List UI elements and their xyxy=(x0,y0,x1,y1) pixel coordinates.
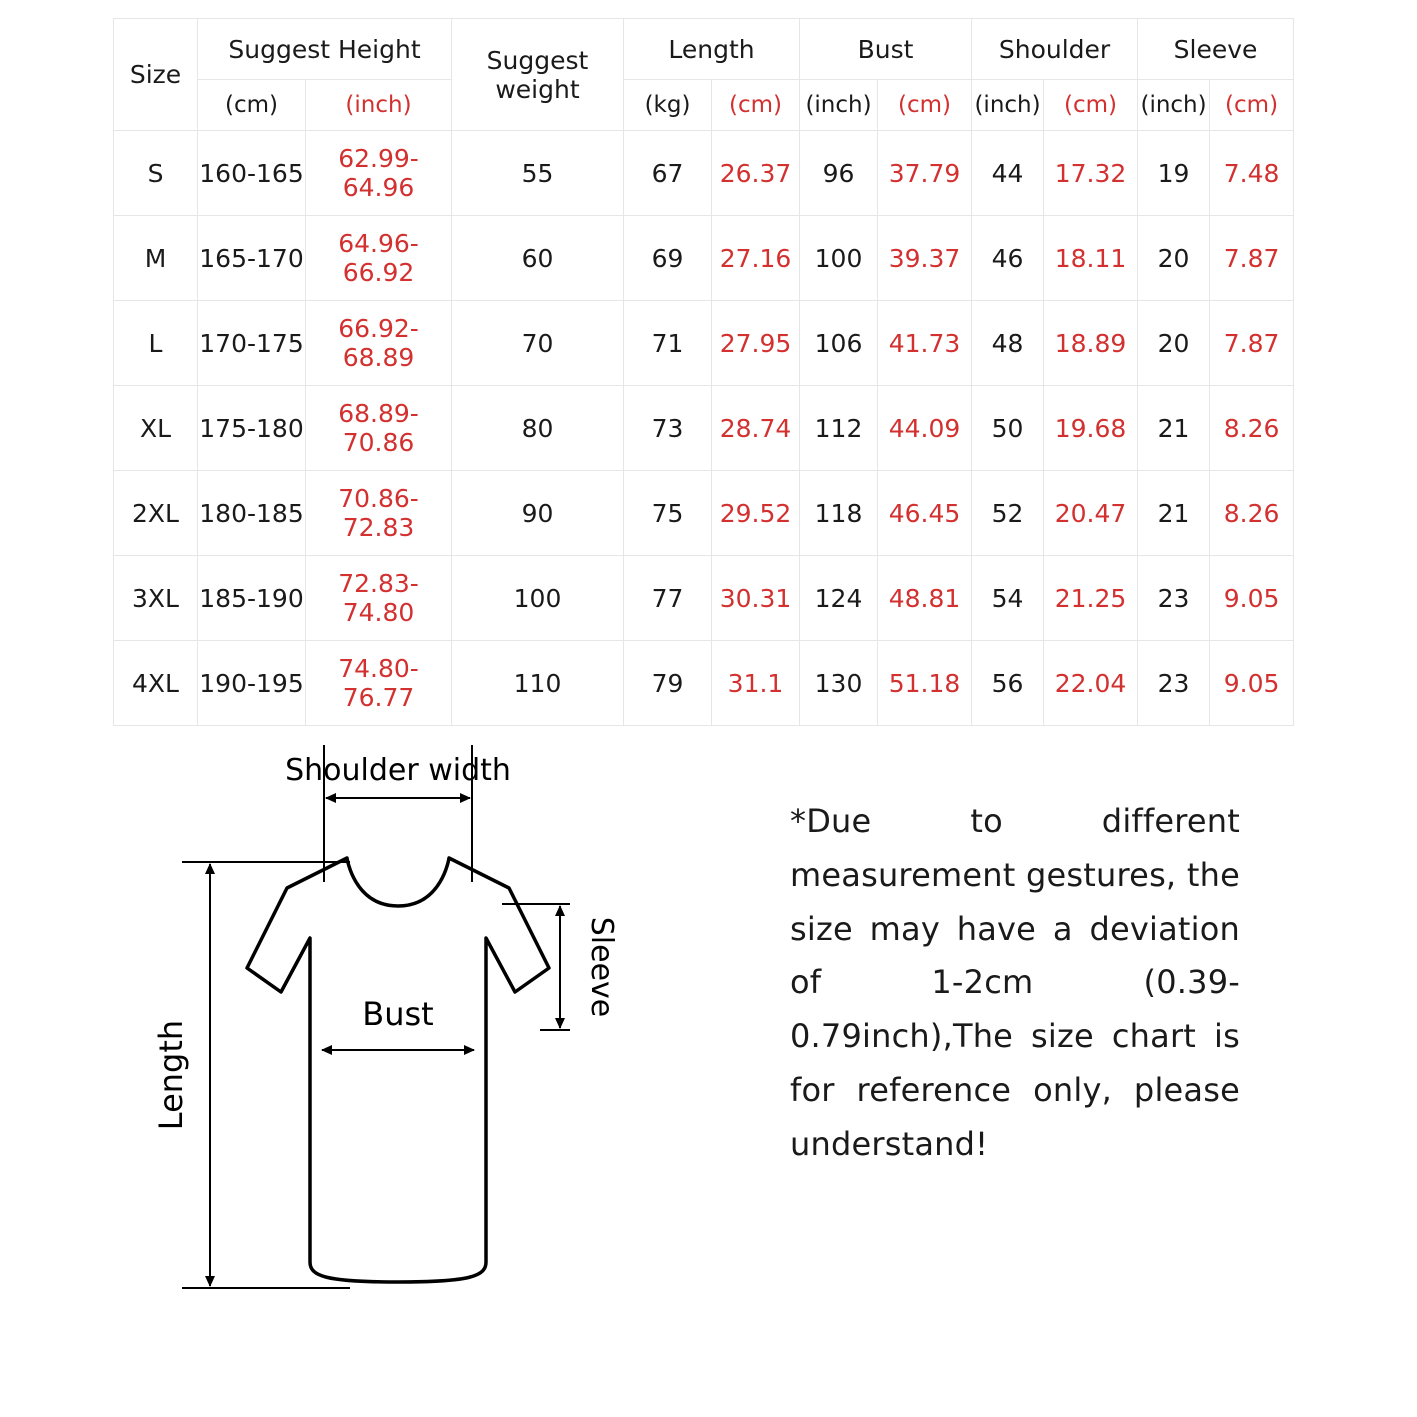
unit-height-inch: (inch) xyxy=(306,80,452,131)
cell-bust-cm: 100 xyxy=(800,216,878,301)
cell-size: M xyxy=(114,216,198,301)
cell-shoulder-inch: 18.89 xyxy=(1044,301,1138,386)
header-shoulder: Shoulder xyxy=(972,19,1138,80)
cell-length-cm: 73 xyxy=(624,386,712,471)
unit-bust-cm: (inch) xyxy=(800,80,878,131)
cell-shoulder-inch: 21.25 xyxy=(1044,556,1138,641)
cell-weight-kg: 100 xyxy=(452,556,624,641)
cell-bust-cm: 106 xyxy=(800,301,878,386)
cell-height-inch: 74.80-76.77 xyxy=(306,641,452,726)
cell-size: S xyxy=(114,131,198,216)
table-group-header-row xyxy=(114,19,1294,80)
cell-bust-inch: 51.18 xyxy=(878,641,972,726)
table-row xyxy=(114,216,1294,301)
cell-sleeve-inch: 7.48 xyxy=(1210,131,1294,216)
cell-sleeve-cm: 19 xyxy=(1138,131,1210,216)
cell-sleeve-inch: 8.26 xyxy=(1210,386,1294,471)
cell-shoulder-cm: 44 xyxy=(972,131,1044,216)
unit-shoulder-cm: (inch) xyxy=(972,80,1044,131)
cell-sleeve-cm: 20 xyxy=(1138,216,1210,301)
cell-height-inch: 62.99-64.96 xyxy=(306,131,452,216)
unit-height-cm: (cm) xyxy=(198,80,306,131)
cell-shoulder-inch: 22.04 xyxy=(1044,641,1138,726)
shoulder-width-label: Shoulder width xyxy=(285,753,511,788)
cell-length-inch: 30.31 xyxy=(712,556,800,641)
unit-length-cm: (kg) xyxy=(624,80,712,131)
table-row xyxy=(114,301,1294,386)
cell-weight-kg: 55 xyxy=(452,131,624,216)
length-dimension xyxy=(182,862,350,1288)
cell-length-inch: 31.1 xyxy=(712,641,800,726)
cell-bust-inch: 44.09 xyxy=(878,386,972,471)
cell-length-inch: 27.16 xyxy=(712,216,800,301)
cell-length-cm: 67 xyxy=(624,131,712,216)
cell-sleeve-inch: 8.26 xyxy=(1210,471,1294,556)
header-bust: Bust xyxy=(800,19,972,80)
cell-size: L xyxy=(114,301,198,386)
cell-shoulder-inch: 18.11 xyxy=(1044,216,1138,301)
cell-weight-kg: 70 xyxy=(452,301,624,386)
cell-sleeve-inch: 7.87 xyxy=(1210,301,1294,386)
sleeve-label: Sleeve xyxy=(584,916,619,1018)
cell-size: XL xyxy=(114,386,198,471)
cell-sleeve-inch: 9.05 xyxy=(1210,641,1294,726)
header-sleeve: Sleeve xyxy=(1138,19,1294,80)
cell-length-inch: 27.95 xyxy=(712,301,800,386)
cell-length-inch: 29.52 xyxy=(712,471,800,556)
cell-length-cm: 69 xyxy=(624,216,712,301)
cell-sleeve-inch: 9.05 xyxy=(1210,556,1294,641)
cell-shoulder-cm: 52 xyxy=(972,471,1044,556)
unit-sleeve-cm: (inch) xyxy=(1138,80,1210,131)
cell-bust-inch: 48.81 xyxy=(878,556,972,641)
table-row xyxy=(114,131,1294,216)
cell-bust-cm: 124 xyxy=(800,556,878,641)
size-table-container xyxy=(113,18,1293,726)
cell-shoulder-inch: 20.47 xyxy=(1044,471,1138,556)
cell-length-cm: 71 xyxy=(624,301,712,386)
tshirt-measurement-diagram xyxy=(150,710,750,1330)
cell-height-inch: 64.96-66.92 xyxy=(306,216,452,301)
cell-height-inch: 66.92-68.89 xyxy=(306,301,452,386)
cell-length-inch: 26.37 xyxy=(712,131,800,216)
table-row xyxy=(114,386,1294,471)
cell-height-cm: 185-190 xyxy=(198,556,306,641)
cell-bust-inch: 46.45 xyxy=(878,471,972,556)
tshirt-outline xyxy=(247,858,549,1282)
cell-bust-cm: 96 xyxy=(800,131,878,216)
cell-height-inch: 72.83-74.80 xyxy=(306,556,452,641)
cell-shoulder-cm: 56 xyxy=(972,641,1044,726)
size-table-body xyxy=(114,131,1294,726)
header-suggest-height: Suggest Height xyxy=(198,19,452,80)
cell-shoulder-cm: 48 xyxy=(972,301,1044,386)
cell-bust-cm: 112 xyxy=(800,386,878,471)
length-label: Length xyxy=(152,1019,190,1131)
cell-weight-kg: 90 xyxy=(452,471,624,556)
cell-height-cm: 175-180 xyxy=(198,386,306,471)
unit-length-inch: (cm) xyxy=(712,80,800,131)
size-table xyxy=(113,18,1294,726)
cell-weight-kg: 60 xyxy=(452,216,624,301)
cell-length-cm: 75 xyxy=(624,471,712,556)
header-suggest-weight: Suggest weight xyxy=(452,19,624,131)
cell-sleeve-inch: 7.87 xyxy=(1210,216,1294,301)
unit-sleeve-inch: (cm) xyxy=(1210,80,1294,131)
cell-shoulder-inch: 19.68 xyxy=(1044,386,1138,471)
measurement-disclaimer-note: *Due to different measurement gestures, the size may have a deviation of 1-2cm (0.39-0.79inch),The size chart is for reference only, please understand! xyxy=(790,802,1240,1163)
cell-bust-inch: 41.73 xyxy=(878,301,972,386)
cell-height-cm: 190-195 xyxy=(198,641,306,726)
bottom-section xyxy=(0,700,1417,1417)
cell-bust-inch: 37.79 xyxy=(878,131,972,216)
unit-shoulder-inch: (cm) xyxy=(1044,80,1138,131)
cell-sleeve-cm: 21 xyxy=(1138,386,1210,471)
sleeve-dimension xyxy=(502,904,570,1030)
cell-height-inch: 68.89-70.86 xyxy=(306,386,452,471)
cell-height-cm: 180-185 xyxy=(198,471,306,556)
cell-length-cm: 79 xyxy=(624,641,712,726)
cell-bust-cm: 118 xyxy=(800,471,878,556)
table-row xyxy=(114,471,1294,556)
header-size: Size xyxy=(114,19,198,131)
cell-height-cm: 170-175 xyxy=(198,301,306,386)
cell-shoulder-inch: 17.32 xyxy=(1044,131,1138,216)
cell-shoulder-cm: 46 xyxy=(972,216,1044,301)
cell-bust-cm: 130 xyxy=(800,641,878,726)
cell-length-cm: 77 xyxy=(624,556,712,641)
cell-weight-kg: 80 xyxy=(452,386,624,471)
table-unit-header-row xyxy=(114,80,1294,131)
cell-size: 4XL xyxy=(114,641,198,726)
cell-height-inch: 70.86-72.83 xyxy=(306,471,452,556)
cell-bust-inch: 39.37 xyxy=(878,216,972,301)
cell-size: 2XL xyxy=(114,471,198,556)
cell-shoulder-cm: 50 xyxy=(972,386,1044,471)
cell-sleeve-cm: 20 xyxy=(1138,301,1210,386)
cell-size: 3XL xyxy=(114,556,198,641)
cell-height-cm: 160-165 xyxy=(198,131,306,216)
cell-shoulder-cm: 54 xyxy=(972,556,1044,641)
cell-weight-kg: 110 xyxy=(452,641,624,726)
table-row xyxy=(114,556,1294,641)
unit-bust-inch: (cm) xyxy=(878,80,972,131)
cell-sleeve-cm: 23 xyxy=(1138,641,1210,726)
header-length: Length xyxy=(624,19,800,80)
bust-label: Bust xyxy=(362,995,434,1033)
cell-length-inch: 28.74 xyxy=(712,386,800,471)
cell-sleeve-cm: 23 xyxy=(1138,556,1210,641)
cell-sleeve-cm: 21 xyxy=(1138,471,1210,556)
cell-height-cm: 165-170 xyxy=(198,216,306,301)
